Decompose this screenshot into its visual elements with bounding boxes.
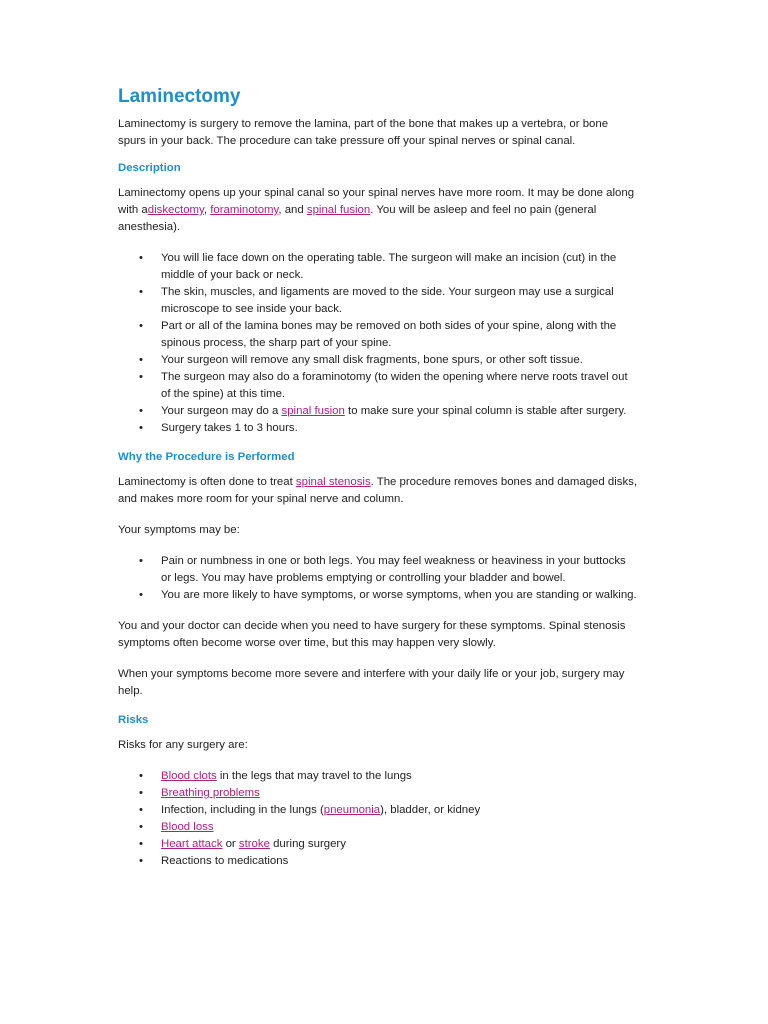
- list-item-text: during surgery: [269, 838, 346, 850]
- risks-heading: Risks: [118, 714, 149, 726]
- description-paragraph: [118, 185, 638, 236]
- list-item: [118, 352, 638, 369]
- bullet-icon: •: [139, 838, 143, 850]
- bullet-icon: •: [139, 320, 143, 332]
- link-spinal-stenosis[interactable]: spinal stenosis: [295, 476, 371, 488]
- list-item-text: or: [222, 838, 239, 850]
- list-item-text: Reactions to medications: [161, 855, 289, 867]
- list-item: [118, 403, 638, 420]
- list-item: [118, 819, 638, 836]
- bullet-icon: •: [139, 422, 143, 434]
- list-item: [118, 802, 638, 819]
- bullet-icon: •: [139, 589, 143, 601]
- link-spinal-fusion[interactable]: spinal fusion: [306, 204, 371, 216]
- bullet-icon: •: [139, 821, 143, 833]
- list-item-text: You will lie face down on the operating table. The surgeon will make an incision (cut) in the middle of your back or neck.: [161, 252, 617, 281]
- bullet-icon: •: [139, 804, 143, 816]
- description-heading: Description: [118, 162, 181, 174]
- link-breathing-problems[interactable]: Breathing problems: [161, 787, 260, 799]
- list-item: [118, 853, 638, 870]
- list-item-text: The skin, muscles, and ligaments are moved to the side. Your surgeon may use a surgical microscope to see inside your back.: [161, 286, 614, 315]
- link-heart-attack[interactable]: Heart attack: [161, 838, 223, 850]
- list-item-text: The surgeon may also do a foraminotomy (to widen the opening where nerve roots travel out of the spine) at this time.: [161, 371, 628, 400]
- link-stroke[interactable]: stroke: [238, 838, 270, 850]
- link-foraminotomy[interactable]: foraminotomy: [210, 204, 279, 216]
- intro-paragraph: Laminectomy is surgery to remove the lamina, part of the bone that makes up a vertebra, or bone spurs in your back. The procedure can take pressure off your spinal nerves or spinal canal.: [118, 118, 609, 147]
- document-page: [118, 84, 638, 870]
- bullet-icon: •: [139, 252, 143, 264]
- list-item-text: Your surgeon may do a: [161, 405, 282, 417]
- bullet-icon: •: [139, 855, 143, 867]
- separator: ,: [203, 204, 211, 216]
- link-pneumonia[interactable]: pneumonia: [323, 804, 381, 816]
- list-item: [118, 318, 638, 352]
- list-item-text: Part or all of the lamina bones may be removed on both sides of your spine, along with the spinous process, the sharp part of your spine.: [161, 320, 617, 349]
- list-item-text: in the legs that may travel to the lungs: [216, 770, 412, 782]
- symptoms-list: [118, 553, 638, 604]
- list-item-text: ), bladder, or kidney: [380, 804, 481, 816]
- why-text: Laminectomy is often done to treat: [118, 476, 296, 488]
- risks-intro: Risks for any surgery are:: [118, 739, 248, 751]
- list-item: [118, 369, 638, 403]
- list-item: [118, 785, 638, 802]
- bullet-icon: •: [139, 354, 143, 366]
- list-item: [118, 836, 638, 853]
- list-item-text: You are more likely to have symptoms, or worse symptoms, when you are standing or walking.: [161, 589, 637, 601]
- link-spinal-fusion-2[interactable]: spinal fusion: [281, 405, 345, 417]
- bullet-icon: •: [139, 286, 143, 298]
- why-text: . The procedure removes bones and damaged disks, and makes more room for your spinal nerve and column.: [118, 476, 638, 505]
- severity-paragraph: When your symptoms become more severe and interfere with your daily life or your job, surgery may help.: [118, 668, 625, 697]
- separator: , and: [278, 204, 307, 216]
- description-text: Laminectomy opens up your spinal canal so your spinal nerves have more room. It may be done along with a: [118, 187, 635, 216]
- list-item: [118, 284, 638, 318]
- list-item-text: Surgery takes 1 to 3 hours.: [161, 422, 298, 434]
- bullet-icon: •: [139, 555, 143, 567]
- symptoms-intro: Your symptoms may be:: [118, 524, 240, 536]
- link-diskectomy[interactable]: diskectomy: [147, 204, 204, 216]
- surgery-decision-paragraph: You and your doctor can decide when you need to have surgery for these symptoms. Spinal stenosis symptoms often become worse over time, but this may happen very slowly.: [118, 620, 626, 649]
- list-item-text: Pain or numbness in one or both legs. You may feel weakness or heaviness in your buttocks or legs. You may have problems emptying or controlling your bladder and bowel.: [161, 555, 626, 584]
- procedure-steps-list: [118, 250, 638, 437]
- why-paragraph: [118, 474, 638, 508]
- list-item: [118, 420, 638, 437]
- link-blood-loss[interactable]: Blood loss: [161, 821, 214, 833]
- bullet-icon: •: [139, 371, 143, 383]
- list-item-text: Infection, including in the lungs (: [161, 804, 324, 816]
- bullet-icon: •: [139, 787, 143, 799]
- bullet-icon: •: [139, 405, 143, 417]
- why-heading: Why the Procedure is Performed: [118, 451, 295, 463]
- page-title: Laminectomy: [118, 86, 241, 107]
- list-item-text: to make sure your spinal column is stable after surgery.: [344, 405, 627, 417]
- list-item: [118, 250, 638, 284]
- list-item-text: Your surgeon will remove any small disk fragments, bone spurs, or other soft tissue.: [161, 354, 583, 366]
- list-item: [118, 587, 638, 604]
- list-item: [118, 768, 638, 785]
- bullet-icon: •: [139, 770, 143, 782]
- description-text: . You will be asleep and feel no pain (general anesthesia).: [118, 204, 597, 233]
- link-blood-clots[interactable]: Blood clots: [161, 770, 217, 782]
- risks-list: [118, 768, 638, 870]
- list-item: [118, 553, 638, 587]
